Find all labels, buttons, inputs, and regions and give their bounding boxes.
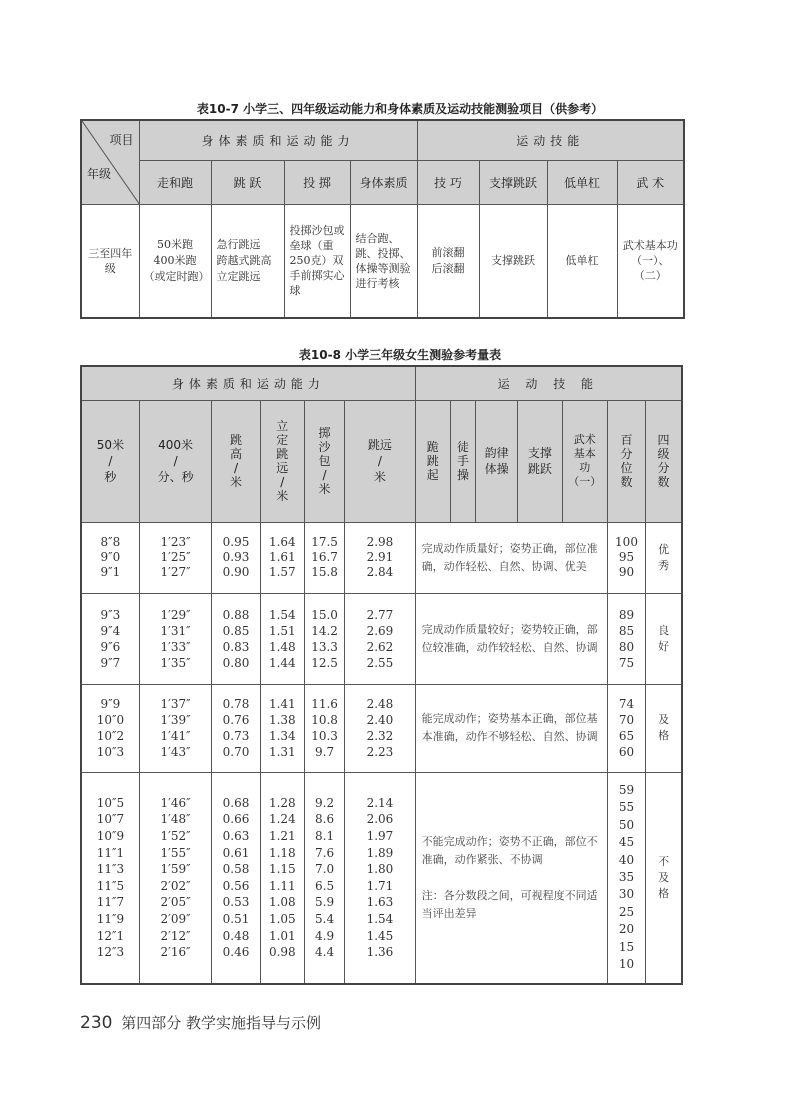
- table1-col-header: 身体素质: [350, 160, 417, 204]
- skill-description: 不能完成动作；姿势不正确，部位不准确，动作紧张、不协调 注：各分数段之间，可视程度不同适当评出差异: [415, 772, 607, 984]
- table2-col-header: 掷 沙 包 / 米: [304, 400, 344, 522]
- table2-col-header: 50米 / 秒: [81, 400, 139, 522]
- high-jump-values: 0.88 0.85 0.83 0.80: [212, 593, 260, 684]
- table2-col-header: 400米 / 分、秒: [139, 400, 211, 522]
- table1-cell: 急行跳远 跨越式跳高 立定跳远: [211, 204, 284, 318]
- table-10-7: [80, 119, 685, 319]
- run400-values: 1′29″ 1′31″ 1′33″ 1′35″: [139, 593, 211, 684]
- high-jump-values: 0.68 0.66 0.63 0.61 0.58 0.56 0.53 0.51 0.48 0.46: [212, 772, 260, 984]
- long-jump-values: 2.98 2.91 2.84: [345, 522, 415, 593]
- table1-col-header: 武 术: [617, 160, 684, 204]
- table-10-8: [80, 365, 683, 985]
- table1-cell: 低单杠: [547, 204, 617, 318]
- grade-level: 良 好: [646, 593, 682, 684]
- table1-caption: 表10-7 小学三、四年级运动能力和身体素质及运动技能测验项目（供参考）: [196, 102, 604, 116]
- table2-col-header: 跳 高 / 米: [212, 400, 260, 522]
- corner-label-grade: 年级: [87, 166, 112, 181]
- sandbag-throw-values: 17.5 16.7 15.8: [304, 522, 344, 593]
- table1-col-header: 低单杠: [547, 160, 617, 204]
- percentile-values: 59 55 50 45 40 35 30 25 20 15 10: [607, 772, 645, 984]
- table1-group-physical: 身体素质和运动能力: [139, 120, 417, 160]
- table2-col-header: 跳远 / 米: [345, 400, 415, 522]
- table2-col-header: 徒 手 操: [450, 400, 475, 522]
- high-jump-values: 0.78 0.76 0.73 0.70: [212, 684, 260, 772]
- long-jump-values: 2.14 2.06 1.97 1.89 1.80 1.71 1.63 1.54 1.45 1.36: [345, 772, 415, 984]
- page-number: 230: [80, 1013, 113, 1033]
- skill-description: 能完成动作；姿势基本正确，部位基本准确，动作不够轻松、自然、协调: [415, 684, 607, 772]
- table1-cell: 前滚翻 后滚翻: [417, 204, 479, 318]
- table1-grade-cell: 三至四年级: [81, 204, 139, 318]
- table2-col-header: 武术 基本 功 （一）: [562, 400, 607, 522]
- table1-cell: 投掷沙包或垒球（重250克）双手前掷实心球: [284, 204, 350, 318]
- run50-values: 9″9 10″0 10″2 10″3: [81, 684, 139, 772]
- percentile-values: 74 70 65 60: [607, 684, 645, 772]
- standing-jump-values: 1.41 1.38 1.34 1.31: [260, 684, 304, 772]
- table1-group-skills: 运动技能: [417, 120, 684, 160]
- table2-col-header: 跪 跳 起: [415, 400, 450, 522]
- table2-row-group-pass: [81, 684, 682, 772]
- page-footer: [80, 1012, 321, 1033]
- standing-jump-values: 1.28 1.24 1.21 1.18 1.15 1.11 1.08 1.05 1.01 0.98: [260, 772, 304, 984]
- table2-row-group-good: [81, 593, 682, 684]
- grade-level: 不 及 格: [646, 772, 682, 984]
- table2-row-group-fail: [81, 772, 682, 984]
- skill-description: 完成动作质量较好；姿势较正确，部位较准确，动作较轻松、自然、协调: [415, 593, 607, 684]
- standing-jump-values: 1.64 1.61 1.57: [260, 522, 304, 593]
- table1-cell: 50米跑 400米跑 （或定时跑）: [139, 204, 211, 318]
- table1-col-header: 技 巧: [417, 160, 479, 204]
- table2-group-skills: 运 动 技 能: [415, 366, 682, 400]
- table2-col-header: 四 级 分 数: [646, 400, 682, 522]
- table1-cell: 结合跑、跳、投掷、体操等测验进行考核: [350, 204, 417, 318]
- grade-level: 及 格: [646, 684, 682, 772]
- grade-level: 优 秀: [646, 522, 682, 593]
- skill-description: 完成动作质量好；姿势正确，部位准确，动作轻松、自然、协调、优美: [415, 522, 607, 593]
- corner-label-item: 项目: [109, 133, 134, 147]
- run400-values: 1′46″ 1′48″ 1′52″ 1′55″ 1′59″ 2′02″ 2′05″ 2′09″ 2′12″ 2′16″: [139, 772, 211, 984]
- table1-col-header: 支撑跳跃: [479, 160, 547, 204]
- table1-cell: 支撑跳跃: [479, 204, 547, 318]
- table1-cell: 武术基本功（一）、（二）: [617, 204, 684, 318]
- table1-col-header: 跳 跃: [211, 160, 284, 204]
- sandbag-throw-values: 11.6 10.8 10.3 9.7: [304, 684, 344, 772]
- table1-col-header: 投 掷: [284, 160, 350, 204]
- long-jump-values: 2.48 2.40 2.32 2.23: [345, 684, 415, 772]
- percentile-values: 89 85 80 75: [607, 593, 645, 684]
- table2-row-group-excellent: [81, 522, 682, 593]
- standing-jump-values: 1.54 1.51 1.48 1.44: [260, 593, 304, 684]
- run50-values: 10″5 10″7 10″9 11″1 11″3 11″5 11″7 11″9 12″1 12″3: [81, 772, 139, 984]
- table2-caption: 表10-8 小学三年级女生测验参考量表: [298, 348, 502, 362]
- table1-col-header: 走和跑: [139, 160, 211, 204]
- table2-group-physical: 身体素质和运动能力: [81, 366, 415, 400]
- run400-values: 1′37″ 1′39″ 1′41″ 1′43″: [139, 684, 211, 772]
- table1-corner-header: [81, 120, 139, 204]
- long-jump-values: 2.77 2.69 2.62 2.55: [345, 593, 415, 684]
- table2-col-header: 韵律 体操: [476, 400, 518, 522]
- sandbag-throw-values: 9.2 8.6 8.1 7.6 7.0 6.5 5.9 5.4 4.9 4.4: [304, 772, 344, 984]
- table2-col-header: 立 定 跳 远 / 米: [260, 400, 304, 522]
- table2-col-header: 支撑 跳跃: [518, 400, 562, 522]
- high-jump-values: 0.95 0.93 0.90: [212, 522, 260, 593]
- percentile-values: 100 95 90: [607, 522, 645, 593]
- run50-values: 8″8 9″0 9″1: [81, 522, 139, 593]
- section-title: 第四部分 教学实施指导与示例: [121, 1014, 322, 1032]
- sandbag-throw-values: 15.0 14.2 13.3 12.5: [304, 593, 344, 684]
- run400-values: 1′23″ 1′25″ 1′27″: [139, 522, 211, 593]
- table2-col-header: 百 分 位 数: [607, 400, 645, 522]
- run50-values: 9″3 9″4 9″6 9″7: [81, 593, 139, 684]
